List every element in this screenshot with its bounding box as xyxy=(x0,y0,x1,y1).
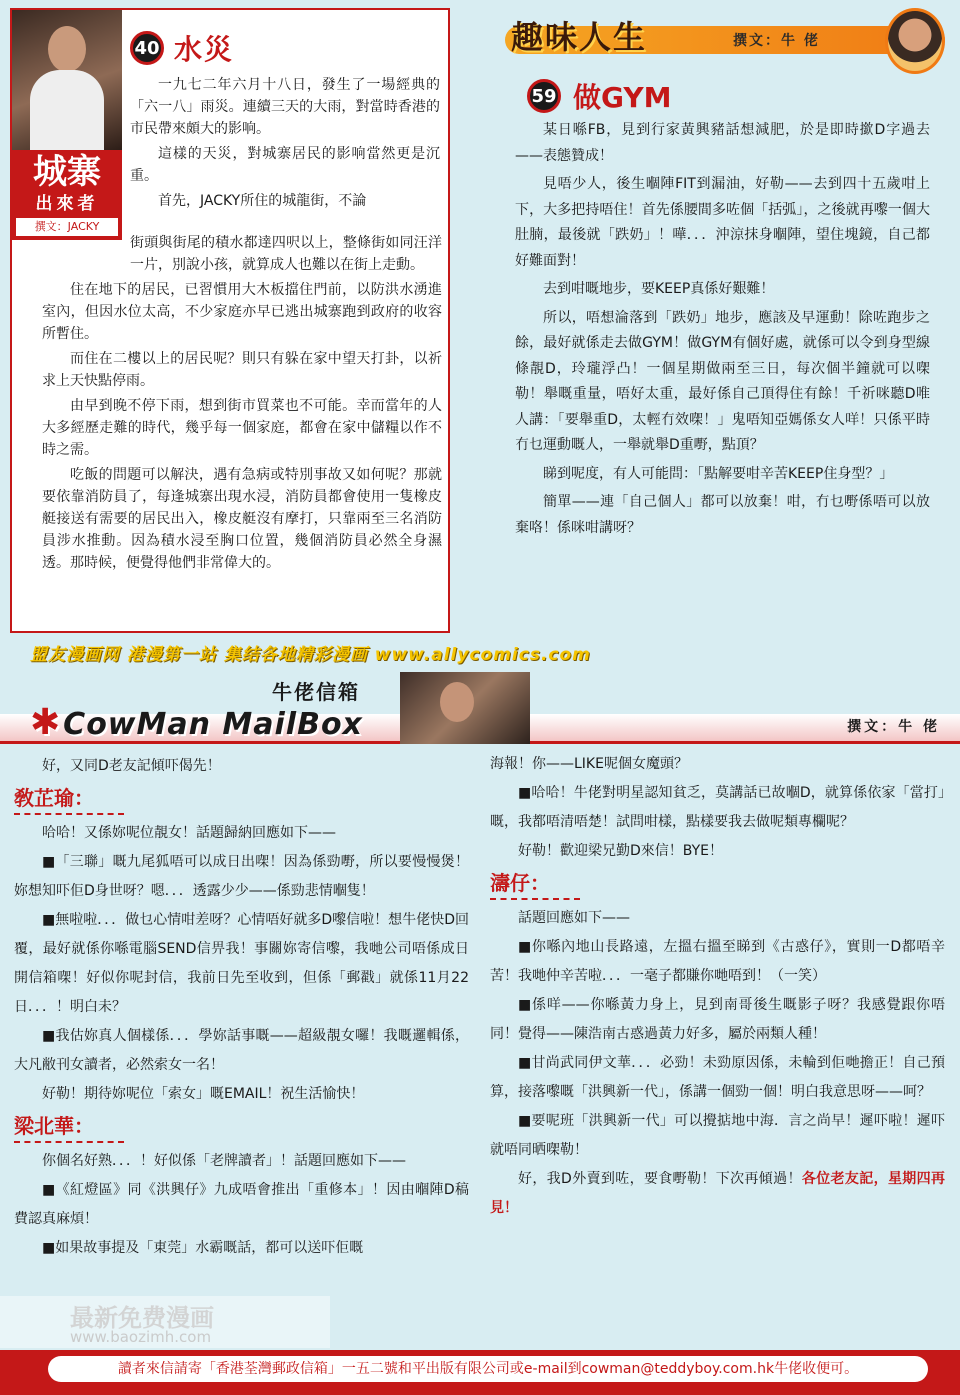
mailbox-author: 撰文：牛 佬 xyxy=(847,719,940,735)
column-author: 撰文：牛 佬 xyxy=(733,33,820,49)
column-header xyxy=(505,8,945,64)
reply-paragraph: 好勒！歡迎梁兄勤D來信！BYE！ xyxy=(518,843,724,859)
mailbox-right-column xyxy=(490,750,945,1223)
asterisk-icon: ✱ xyxy=(30,702,62,743)
reply-paragraph: 海報！你——LIKE呢個女魔頭？ xyxy=(490,756,688,772)
column-kowloon-walled-city xyxy=(10,8,450,633)
reply-paragraph: ■要呢班「洪興新一代」可以攪掂地中海．言之尚早！遲吓啦！遲吓就唔同晒㗎勒！ xyxy=(490,1113,945,1158)
reply-paragraph: ■我估妳真人個樣係．．．學妳話事嘅——超級靚女囉！我嘅邏輯係，大凡敝刊女讀者，必然索女一名！ xyxy=(14,1028,469,1073)
mailbox-title-en: CowMan MailBox xyxy=(63,707,363,742)
article-number: 59 xyxy=(527,79,561,113)
watermark-text: 最新免费漫画 xyxy=(70,1304,214,1332)
author-photo xyxy=(400,672,530,744)
reply-paragraph: 話題回應如下—— xyxy=(518,910,630,926)
article-title: 做GYM xyxy=(573,81,672,114)
column-title-box xyxy=(12,150,122,240)
reply-paragraph: ■哈哈！牛佬對明星認知貧乏，莫講話已故嗰D，就算係依家「當打」嘅，我都唔清唔楚！試問咁樣，點樣要我去做呢類專欄呢？ xyxy=(490,785,945,830)
article-number: 40 xyxy=(130,31,164,65)
paragraph: 首先，JACKY所住的城龍街，不論 xyxy=(158,193,367,209)
article-59-heading xyxy=(527,76,672,116)
paragraph: 去到咁嘅地步，要KEEP真係好艱難！ xyxy=(543,281,775,297)
column-author: 撰文：JACKY xyxy=(16,218,118,236)
paragraph: 一九七二年六月十八日，發生了一場經典的「六一八」雨災。連續三天的大雨，對當時香港的市民帶來頗大的影响。 xyxy=(130,77,440,137)
reply-paragraph: ■你喺內地山長路遠，左搵右搵至睇到《古惑仔》，實則一D都唔辛苦！我哋仲辛苦啦．．．一毫子都賺你哋唔到！（一笑） xyxy=(490,939,945,984)
watermark-url: www.baozimh.com xyxy=(70,1328,212,1346)
paragraph: 吃飯的問題可以解決，遇有急病或特別事故又如何呢？那就要依靠消防員了，每逢城寨出現水浸，消防員都會使用一隻橡皮艇接送有需要的居民出入，橡皮艇沒有摩打，只靠兩至三名消防員涉水推動。因為積水浸至胸口位置，幾個消防員必然全身濕透。那時候，便覺得他們非常偉大的。 xyxy=(42,467,442,571)
article-40-heading xyxy=(130,28,234,68)
reply-paragraph: 好勒！期待妳呢位「索女」嘅EMAIL！祝生活愉快！ xyxy=(42,1086,365,1102)
column-subtitle: 出來者 xyxy=(35,194,99,214)
reply-paragraph: ■係咩——你喺黃力身上，見到南哥後生嘅影子呀？我感覺跟你唔同！覺得——陳浩南古惑過黃力好多，屬於兩類人種！ xyxy=(490,997,945,1042)
paragraph: 而住在二樓以上的居民呢？則只有躲在家中望天打卦，以祈求上天快點停雨。 xyxy=(42,351,442,389)
article-title: 水災 xyxy=(174,33,235,66)
reader-name: 敎芷瑜： xyxy=(14,783,124,815)
paragraph: 這樣的天災，對城寨居民的影响當然更是沉重。 xyxy=(130,146,440,184)
mailbox-title-cn: 牛佬信箱 xyxy=(272,680,360,704)
article-40-body-bottom xyxy=(42,232,442,577)
article-40-body-top xyxy=(130,74,440,215)
paragraph: 所以，唔想淪落到「跌奶」地步，應該及早運動！除咗跑步之餘，最好就係走去做GYM！做GYM有個好處，就係可以令到身型線條靚D，玲瓏浮凸！一個星期做兩至三日，每次個半鐘就可以㗎勒！舉嘅重量，唔好太重，最好係自己頂得住有餘！千祈咪聽D唯人講：「要舉重D，太輕冇效㗎！」鬼唔知亞媽係女人咩！只係平時冇乜運動嘅人，一舉就舉D重嘢，點頂？ xyxy=(515,309,930,453)
site-banner: 盟友漫画网 港漫第一站 集结各地精彩漫画 www.allycomics.com xyxy=(30,645,591,665)
paragraph: 住在地下的居民，已習慣用大木板擋住門前，以防洪水湧進室內，但因水位太高，不少家庭亦早已逃出城寨跑到政府的收容所暫住。 xyxy=(42,282,442,342)
footer-address: 讀者來信請寄「香港荃灣郵政信箱」一五二號和平出版有限公司或e-mail到cowman@teddyboy.com.hk牛佬收便可。 xyxy=(48,1356,928,1382)
reply-paragraph: ■「三聯」嘅九尾狐唔可以成日出㗎！因為係勁嘢，所以要慢慢煲！妳想知吓佢D身世呀？嗯．．．透露少少——係勁悲情嗰隻！ xyxy=(14,854,469,899)
closing-text: 好，我D外賣到咗，要食嘢勒！下次再傾過！ xyxy=(518,1171,802,1187)
column-fun-life xyxy=(505,8,945,648)
paragraph: 簡單——連「自己個人」都可以放棄！咁，冇乜嘢係唔可以放棄咯！係咪咁講呀？ xyxy=(515,494,930,536)
closing-highlight: 各位老友記，星期四再見！ xyxy=(490,1171,945,1216)
reply-paragraph: 你個名好熟．．．！好似係「老牌讀者」！話題回應如下—— xyxy=(42,1153,406,1169)
reply-paragraph: ■如果故事提及「東莞」水霸嘅話，都可以送吓佢嘅 xyxy=(42,1240,364,1256)
intro-text: 好，又同D老友記傾吓偈先！ xyxy=(42,758,221,774)
paragraph: 睇到呢度，有人可能問：「點解要咁辛苦KEEP住身型？」 xyxy=(543,465,894,482)
reader-name: 梁北華： xyxy=(14,1111,124,1143)
reply-paragraph: 哈哈！又係妳呢位靚女！話題歸納回應如下—— xyxy=(42,825,336,841)
article-59-body xyxy=(515,118,930,544)
author-photo xyxy=(885,8,945,74)
reply-paragraph: ■甘尚武同伊文華．．．必勁！未勁原因係，未輪到佢哋擔正！自己預算，接落嚟嘅「洪興新一代」，係講一個勁一個！明白我意思呀——呵？ xyxy=(490,1055,945,1100)
paragraph: 街頭與街尾的積水都達四呎以上，整條街如同汪洋一片，別說小孩，就算成人也難以在街上走動。 xyxy=(130,235,442,273)
mailbox-title xyxy=(30,702,363,743)
mailbox-left-column xyxy=(14,752,469,1263)
mailbox-header xyxy=(0,672,960,744)
paragraph: 某日喺FB，見到行家黃興豬話想減肥，於是即時撳D字過去——表態贊成！ xyxy=(515,122,930,164)
author-photo xyxy=(12,10,122,150)
paragraph: 見唔少人，後生嗰陣FIT到漏油，好勒——去到四十五歲咁上下，大多把持唔住！首先係腰間多咗個「括弧」，之後就再嚟一個大肚腩，最後就「跌奶」！嘩．．．沖涼抹身嗰陣，望住塊鏡，自己都好難面對！ xyxy=(515,176,930,269)
reply-paragraph: ■《紅燈區》同《洪興仔》九成唔會推出「重修本」！因由嗰陣D稿費認真麻煩！ xyxy=(14,1182,469,1227)
column-title: 城寨 xyxy=(33,152,101,192)
paragraph: 由早到晚不停下雨，想到街市買菜也不可能。幸而當年的人大多經歷走難的時代，幾乎每一個家庭，都會在家中儲糧以作不時之需。 xyxy=(42,398,442,458)
reader-name: 濤仔： xyxy=(490,868,580,900)
column-title: 趣味人生 xyxy=(511,18,648,56)
closing-paragraph xyxy=(490,1165,945,1223)
reply-paragraph: ■無啦啦．．．做乜心情咁差呀？心情唔好就多D嚟信啦！想牛佬快D回覆，最好就係你喺電腦SEND信畀我！事關妳寄信嚟，我哋公司唔係成日開信箱㗎！好似你呢封信，我前日先至收到，但係「郵戳」就係11月22日．．．！明白未？ xyxy=(14,912,469,1015)
